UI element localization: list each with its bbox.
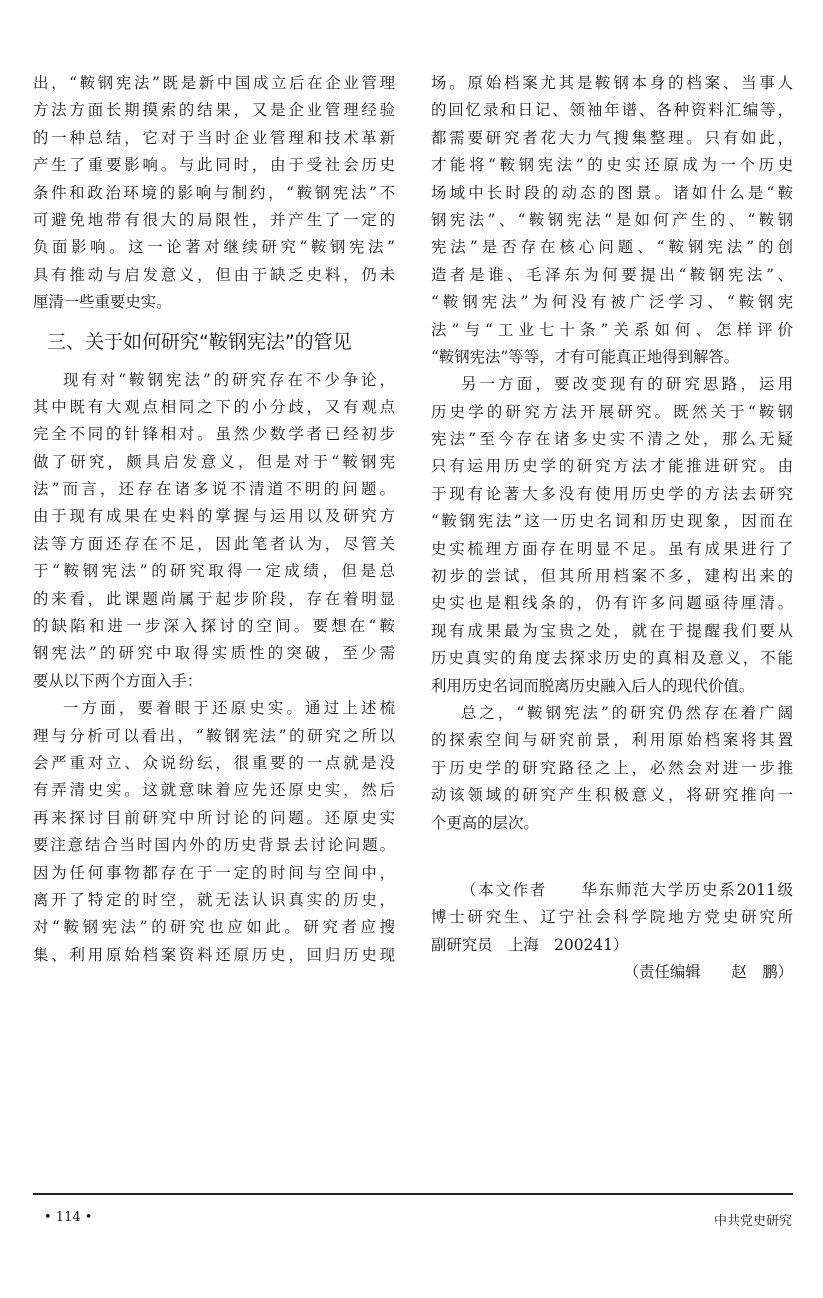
- text-line: 于历史学的研究路径之上，必然会对进一步推: [431, 758, 793, 777]
- text-line: 离开了特定的时空，就无法认识真实的历史，: [33, 890, 395, 909]
- paragraph: [33, 70, 395, 317]
- paragraph: [33, 695, 395, 969]
- paragraph: [431, 371, 793, 700]
- text-line: 场。原始档案尤其是鞍钢本身的档案、当事人: [431, 74, 793, 92]
- text-line: 因为任何事物都存在于一定的时间与空间中，: [33, 863, 395, 882]
- text-line: 个更高的层次。: [431, 813, 539, 832]
- text-line: 钢宪法”的研究中取得实质性的突破，至少需: [33, 644, 395, 663]
- text-line: 可避免地带有很大的局限性，并产生了一定的: [33, 210, 395, 229]
- author-note: [431, 877, 793, 959]
- text-line: （本文作者 华东师范大学历史系2011级: [461, 880, 793, 899]
- text-line: 历史真实的角度去探求历史的真相及意义，不能: [431, 649, 793, 668]
- text-line: 造者是谁、毛泽东为何要提出“鞍钢宪法”、: [431, 265, 793, 284]
- text-line: 动该领域的研究产生积极意义，将研究推向一: [431, 786, 793, 805]
- text-line: 法等方面还存在不足，因此笔者认为，尽管关: [33, 534, 395, 553]
- text-line: 条件和政治环境的影响与制约，“鞍钢宪法”不: [33, 183, 395, 202]
- text-line: 于“鞍钢宪法”的研究取得一定成绩，但是总: [33, 562, 395, 581]
- text-line: 由于现有成果在史料的掌握与运用以及研究方: [33, 507, 395, 526]
- text-line: 具有推动与启发意义，但由于缺乏史料，仍未: [33, 265, 395, 284]
- paragraph: [33, 367, 395, 696]
- text-line: 的缺陷和进一步深入探讨的空间。要想在“鞍: [33, 617, 395, 636]
- right-column: [431, 70, 793, 987]
- text-line: 于现有论著大多没有使用历史学的方法去研究: [431, 484, 793, 503]
- text-line: 初步的尝试，但其所用档案不多，建构出来的: [431, 567, 793, 586]
- text-line: 法”而言，还存在诸多说不清道不明的问题。: [33, 480, 395, 499]
- text-line: 宪法”至今存在诸多史实不清之处，那么无疑: [431, 430, 793, 449]
- text-line: “鞍钢宪法”等等，才有可能真正地得到解答。: [431, 347, 740, 366]
- text-line: 钢宪法”、“鞍钢宪法”是如何产生的、“鞍钢: [431, 210, 793, 229]
- text-line: 对“鞍钢宪法”的研究也应如此。研究者应搜: [33, 918, 395, 937]
- text-line: 的回忆录和日记、领袖年谱、各种资料汇编等，: [431, 101, 793, 120]
- text-line: 要从以下两个方面入手：: [33, 671, 203, 690]
- text-line: 只有运用历史学的研究方法才能推进研究。由: [431, 457, 793, 476]
- text-line: 利用历史名词而脱离历史融入后人的现代价值。: [431, 676, 755, 695]
- text-line: 再来探讨目前研究中所讨论的问题。还原史实: [33, 808, 395, 827]
- text-line: 宪法”是否存在核心问题、“鞍钢宪法”的创: [431, 238, 793, 257]
- text-line: 史实梳理方面存在明显不足。虽有成果进行了: [431, 539, 793, 558]
- text-line: 负面影响。这一论著对继续研究“鞍钢宪法”: [33, 238, 395, 257]
- text-line: 历史学的研究方法开展研究。既然关于“鞍钢: [431, 402, 793, 421]
- text-line: 总之，“鞍钢宪法”的研究仍然存在着广阔: [461, 703, 793, 722]
- text-line: 另一方面，要改变现有的研究思路，运用: [461, 375, 793, 394]
- text-line: 才能将“鞍钢宪法”的史实还原成为一个历史: [431, 156, 793, 175]
- text-line: 出，“鞍钢宪法”既是新中国成立后在企业管理: [33, 74, 395, 92]
- text-line: 副研究员 上海 200241）: [431, 935, 629, 954]
- text-line: 都需要研究者花大力气搜集整理。只有如此，: [431, 128, 793, 147]
- text-line: “鞍钢宪法”为何没有被广泛学习、“鞍钢宪: [431, 293, 793, 312]
- text-line: 集、利用原始档案资料还原历史，回归历史现: [33, 945, 395, 964]
- text-line: 的一种总结，它对于当时企业管理和技术革新: [33, 128, 395, 147]
- section-heading: 三、关于如何研究“鞍钢宪法”的管见: [47, 330, 352, 353]
- text-line: 有弄清史实。这就意味着应先还原史实，然后: [33, 781, 395, 800]
- text-line: 现有成果最为宝贵之处，就在于提醒我们要从: [431, 621, 793, 640]
- text-line: 一方面，要着眼于还原史实。通过上述梳: [63, 699, 395, 718]
- page-number: • 114 •: [44, 1210, 93, 1225]
- text-line: 史实也是粗线条的，仍有许多问题亟待厘清。: [431, 594, 793, 613]
- text-line: 完全不同的针锋相对。虽然少数学者已经初步: [33, 425, 395, 444]
- text-line: 方法方面长期摸索的结果，又是企业管理经验: [33, 101, 395, 120]
- left-column: [33, 70, 395, 969]
- text-line: 现有对“鞍钢宪法”的研究存在不少争论，: [63, 370, 395, 389]
- text-line: 的探索空间与研究前景，利用原始档案将其置: [431, 731, 793, 750]
- text-line: 做了研究，颇具启发意义，但是对于“鞍钢宪: [33, 452, 395, 471]
- footer-divider: [33, 1193, 793, 1195]
- text-line: 法”与“工业七十条”关系如何、怎样评价: [431, 320, 793, 339]
- editor-note: （责任编辑 赵 鹏）: [623, 963, 793, 982]
- text-line: 场域中长时段的动态的图景。诸如什么是“鞍: [431, 183, 793, 202]
- paragraph: [431, 70, 793, 371]
- text-line: 会严重对立、众说纷纭，很重要的一点就是没: [33, 753, 395, 772]
- text-line: “鞍钢宪法”这一历史名词和历史现象，因而在: [431, 512, 793, 531]
- text-line: 其中既有大观点相同之下的小分歧，又有观点: [33, 397, 395, 416]
- text-line: 产生了重要影响。与此同时，由于受社会历史: [33, 156, 395, 175]
- paragraph: [431, 700, 793, 837]
- text-line: 博士研究生、辽宁社会科学院地方党史研究所: [431, 908, 793, 927]
- text-line: 要注意结合当时国内外的历史背景去讨论问题。: [33, 836, 395, 855]
- text-line: 的来看，此课题尚属于起步阶段，存在着明显: [33, 589, 395, 608]
- journal-name: 中共党史研究: [713, 1214, 792, 1229]
- text-line: 厘清一些重要史实。: [33, 293, 172, 312]
- text-line: 理与分析可以看出，“鞍钢宪法”的研究之所以: [33, 726, 395, 745]
